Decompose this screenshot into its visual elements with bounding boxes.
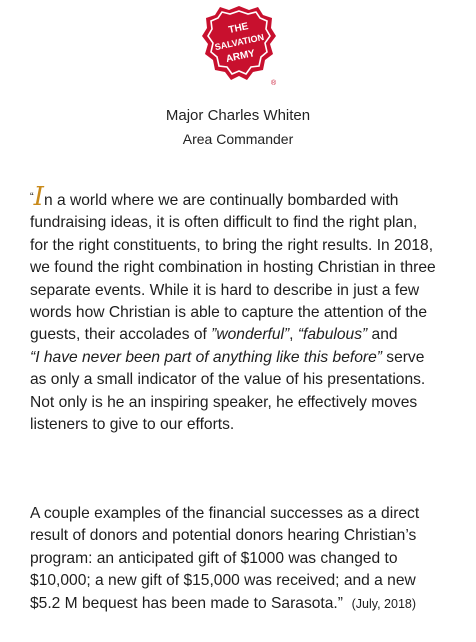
speaker-title: Area Commander: [182, 131, 294, 147]
testimonial-date: (July, 2018): [351, 596, 417, 611]
logo-line-salvation: SALVATION: [213, 31, 265, 53]
text-line: Not only is he an inspiring speaker, he effectively moves: [30, 393, 418, 411]
logo-line-the: THE: [227, 21, 250, 37]
registered-mark: ®: [271, 80, 277, 87]
text-line: [30, 182, 462, 212]
speaker-name: Major Charles Whiten: [165, 107, 311, 124]
shield-icon: [201, 4, 277, 86]
logo-line-army: ARMY: [224, 48, 257, 65]
quote-fabulous: “fabulous”: [297, 326, 368, 344]
text-fragment: serve: [381, 348, 425, 366]
text-line: $10,000; a new gift of $15,000 was received; and a new: [30, 572, 416, 590]
text-fragment: guests, their accolades of: [30, 326, 212, 344]
text-line: we found the right combination in hosting Christian in three: [30, 259, 436, 277]
text-line: fundraising ideas, it is often difficult to find the right plan,: [30, 214, 418, 232]
text-fragment: ,: [289, 326, 298, 344]
text-fragment: and: [367, 326, 398, 344]
text-line-content: n a world where we are continually bombarded with: [43, 192, 399, 209]
testimonial-paragraph-2: [30, 503, 462, 615]
text-line: [30, 593, 462, 615]
open-quote: “: [30, 191, 34, 203]
text-line: [30, 347, 462, 369]
text-line: listeners to give to our efforts.: [30, 416, 235, 434]
text-line: as only a small indicator of the value of his presentations.: [30, 371, 426, 389]
quote-wonderful: ”wonderful”: [211, 326, 290, 344]
text-line: words how Christian is able to capture the attention of the: [30, 304, 428, 322]
text-line: result of donors and potential donors hearing Christian’s: [30, 527, 417, 545]
text-line: A couple examples of the financial successes as a direct: [30, 505, 420, 522]
text-line: separate events. While it is hard to describe in just a few: [30, 281, 420, 299]
salvation-army-logo: [201, 4, 277, 86]
drop-cap: I: [33, 182, 44, 212]
quote-never-been-part: “I have never been part of anything like this before”: [30, 348, 382, 366]
text-fragment: $5.2 M bequest has been made to Sarasota.”: [30, 594, 343, 612]
testimonial-paragraph-1: [30, 182, 462, 436]
text-line: program: an anticipated gift of $1000 was changed to: [30, 549, 398, 567]
text-line: for the right constituents, to bring the right results. In 2018,: [30, 236, 434, 254]
text-line: [30, 324, 462, 346]
